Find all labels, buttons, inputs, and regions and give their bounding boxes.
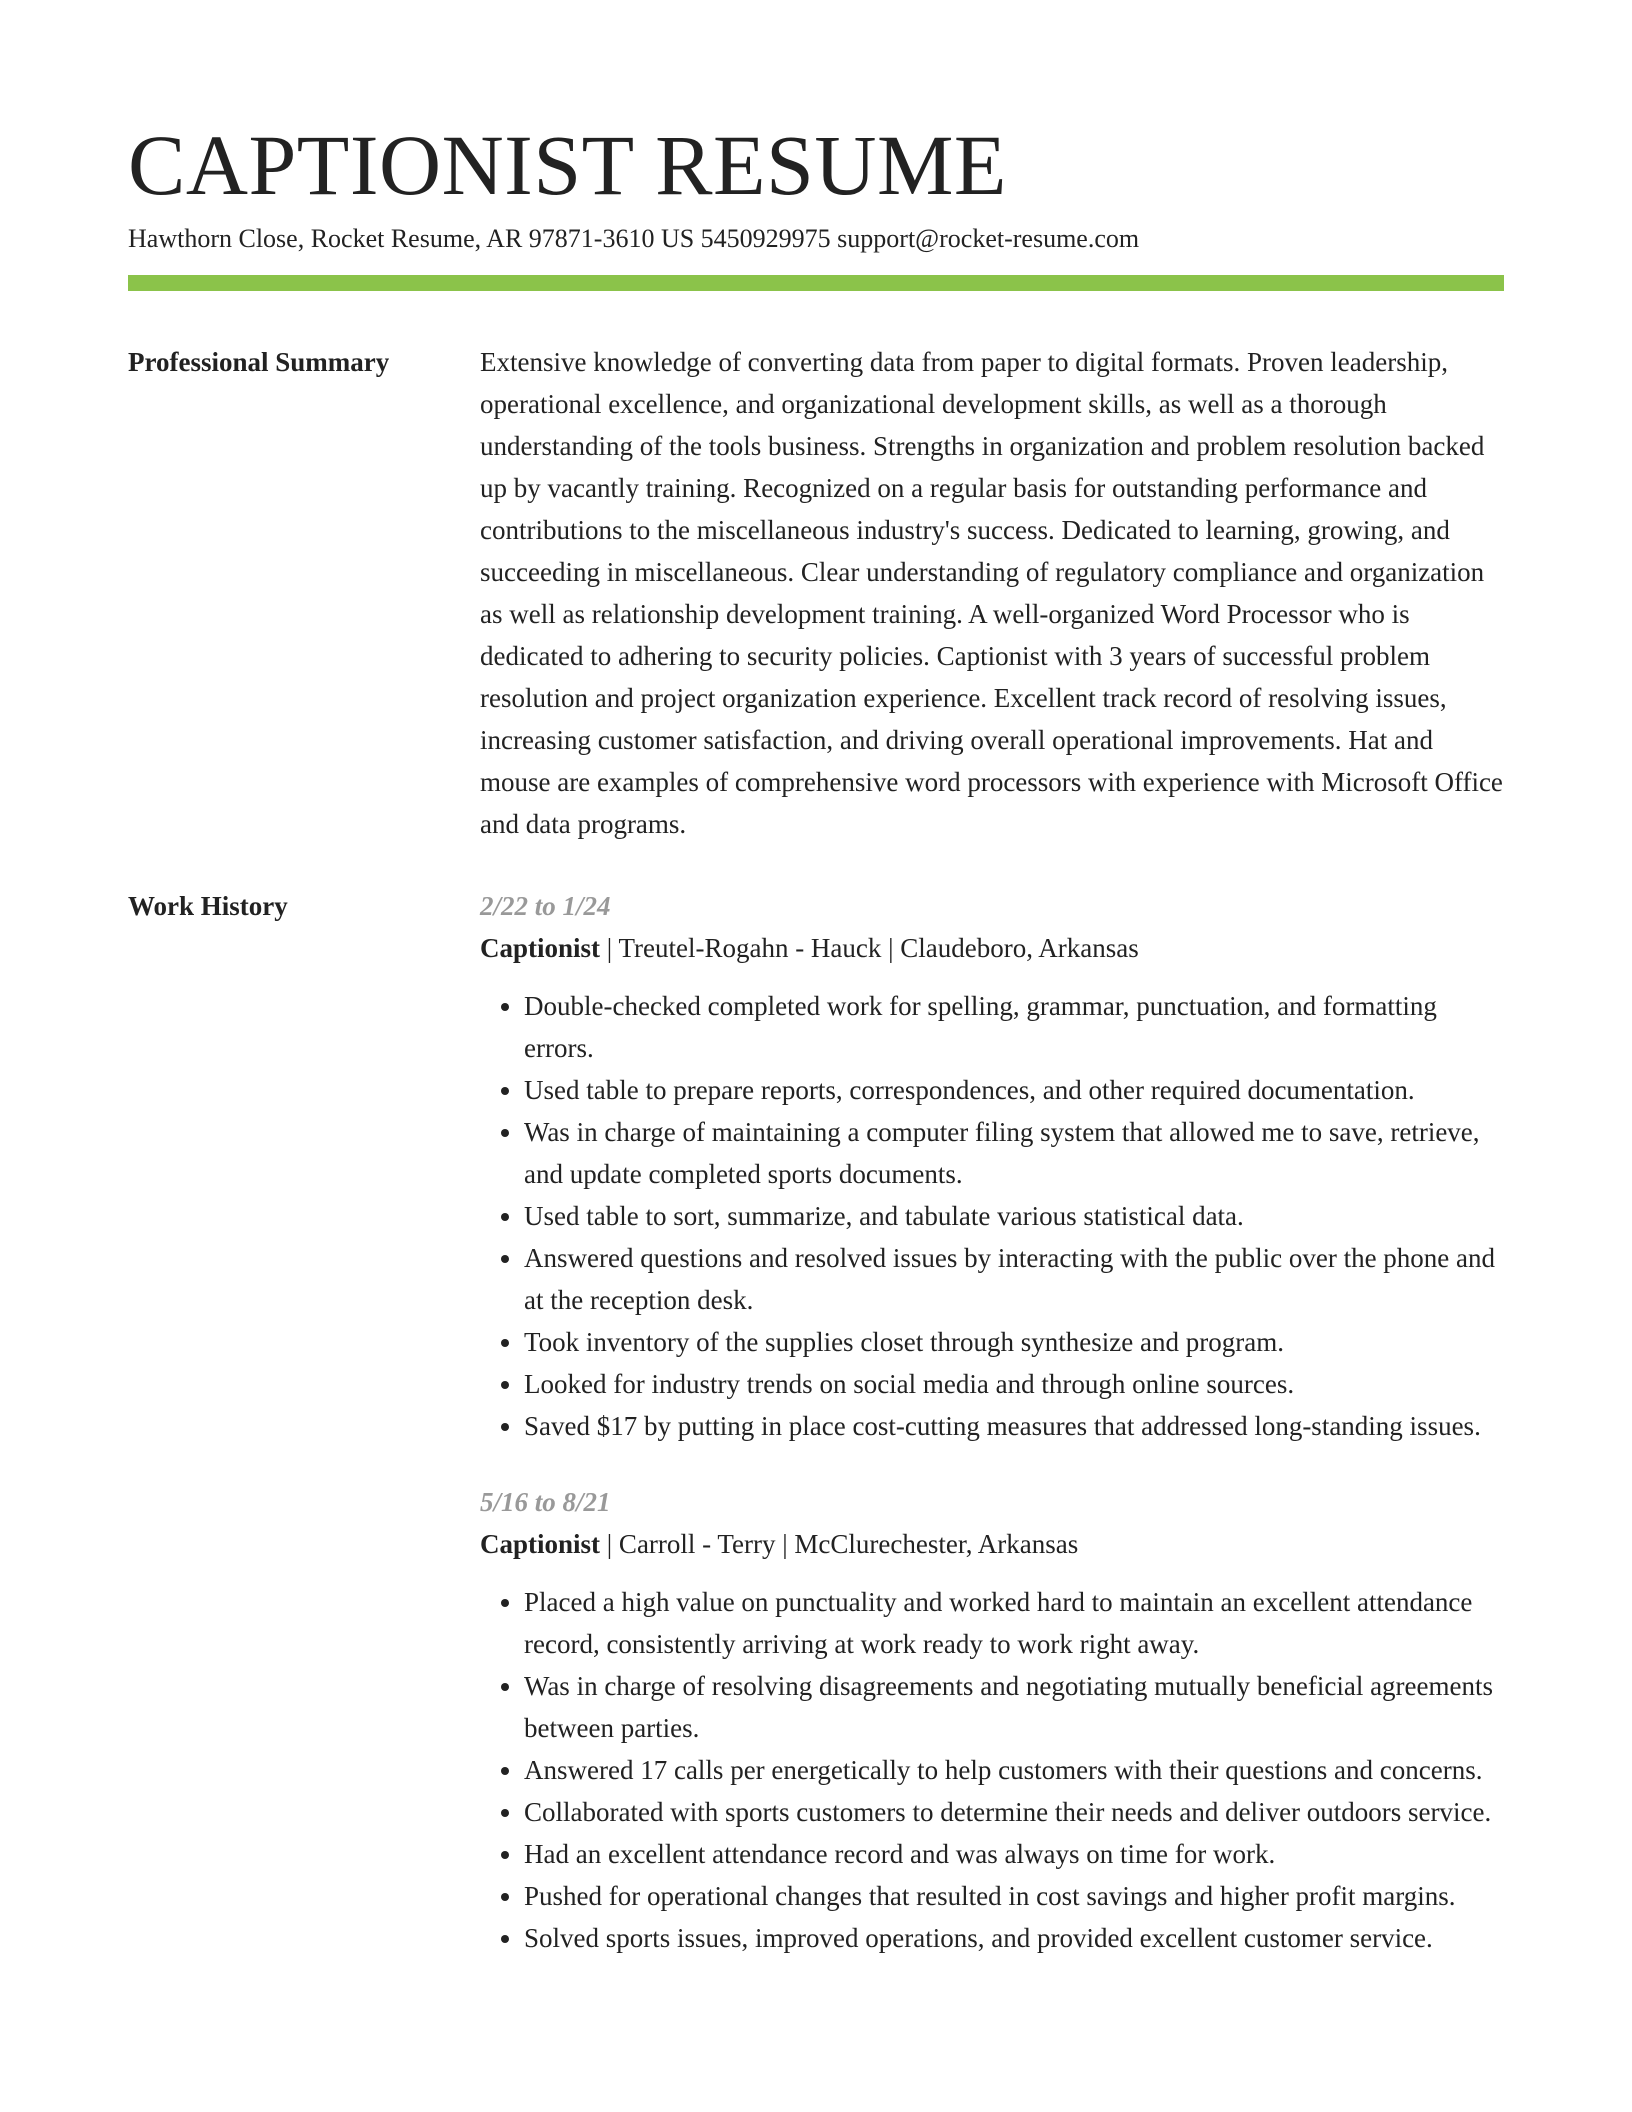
- job-bullet: • Used table to sort, summarize, and tabulate various statistical data.: [524, 1195, 1504, 1237]
- job-dates: 5/16 to 8/21: [480, 1486, 611, 1517]
- job-entry: [480, 885, 1504, 1447]
- job-company-location: | Carroll - Terry | McClurechester, Arkansas: [600, 1528, 1079, 1559]
- job-bullet: • Used table to prepare reports, correspondences, and other required documentation.: [524, 1069, 1504, 1111]
- job-bullet-list: [480, 985, 1504, 1447]
- accent-divider: [128, 275, 1504, 291]
- resume-page: [128, 118, 1504, 1993]
- job-dates: 2/22 to 1/24: [480, 890, 611, 921]
- job-bullet: • Answered 17 calls per energetically to help customers with their questions and concerns.: [524, 1749, 1504, 1791]
- job-heading: [480, 1523, 1504, 1565]
- job-bullet: • Solved sports issues, improved operations, and provided excellent customer service.: [524, 1917, 1504, 1959]
- job-role: Captionist: [480, 1528, 601, 1559]
- job-bullet: • Answered questions and resolved issues by interacting with the public over the phone and at the reception desk.: [524, 1237, 1504, 1321]
- job-bullet: • Was in charge of maintaining a computer filing system that allowed me to save, retrieve, and update completed sports documents.: [524, 1111, 1504, 1195]
- job-bullet-list: [480, 1581, 1504, 1959]
- professional-summary-section: [128, 341, 1504, 845]
- section-label-summary: Professional Summary: [128, 346, 390, 377]
- resume-title: CAPTIONIST RESUME: [128, 117, 1007, 213]
- job-bullet: • Saved $17 by putting in place cost-cutting measures that addressed long-standing issues.: [524, 1405, 1504, 1447]
- job-bullet: • Pushed for operational changes that resulted in cost savings and higher profit margins.: [524, 1875, 1504, 1917]
- contact-line: Hawthorn Close, Rocket Resume, AR 97871-3610 US 5450929975 support@rocket-resume.com: [128, 223, 1140, 253]
- job-entry: [480, 1481, 1504, 1959]
- work-history-body: [480, 885, 1504, 1993]
- job-heading: [480, 927, 1504, 969]
- job-bullet: • Double-checked completed work for spelling, grammar, punctuation, and formatting errors.: [524, 985, 1504, 1069]
- job-role: Captionist: [480, 932, 601, 963]
- job-bullet: • Was in charge of resolving disagreements and negotiating mutually beneficial agreements between parties.: [524, 1665, 1504, 1749]
- job-company-location: | Treutel-Rogahn - Hauck | Claudeboro, Arkansas: [600, 932, 1139, 963]
- job-bullet: • Collaborated with sports customers to determine their needs and deliver outdoors service.: [524, 1791, 1504, 1833]
- summary-text: Extensive knowledge of converting data from paper to digital formats. Proven leadership, operational excellence, and organizational development skills, as well as a thorough understanding of the tools business. Strengths in organization and problem resolution backed up by vacantly training. Recognized on a regular basis for outstanding performance and contributions to the miscellaneous industry's success. Dedicated to learning, growing, and succeeding in miscellaneous. Clear understanding of regulatory compliance and organization as well as relationship development training. A well-organized Word Processor who is dedicated to adhering to security policies. Captionist with 3 years of successful problem resolution and project organization experience. Excellent track record of resolving issues, increasing customer satisfaction, and driving overall operational improvements. Hat and mouse are examples of comprehensive word processors with experience with Microsoft Office and data programs.: [480, 346, 1503, 839]
- job-bullet: • Had an excellent attendance record and was always on time for work.: [524, 1833, 1504, 1875]
- job-bullet: • Looked for industry trends on social media and through online sources.: [524, 1363, 1504, 1405]
- summary-body: [480, 341, 1504, 845]
- section-label-work: Work History: [128, 890, 288, 921]
- job-bullet: • Placed a high value on punctuality and worked hard to maintain an excellent attendance record, consistently arriving at work ready to work right away.: [524, 1581, 1504, 1665]
- work-history-section: [128, 885, 1504, 1993]
- job-bullet: • Took inventory of the supplies closet through synthesize and program.: [524, 1321, 1504, 1363]
